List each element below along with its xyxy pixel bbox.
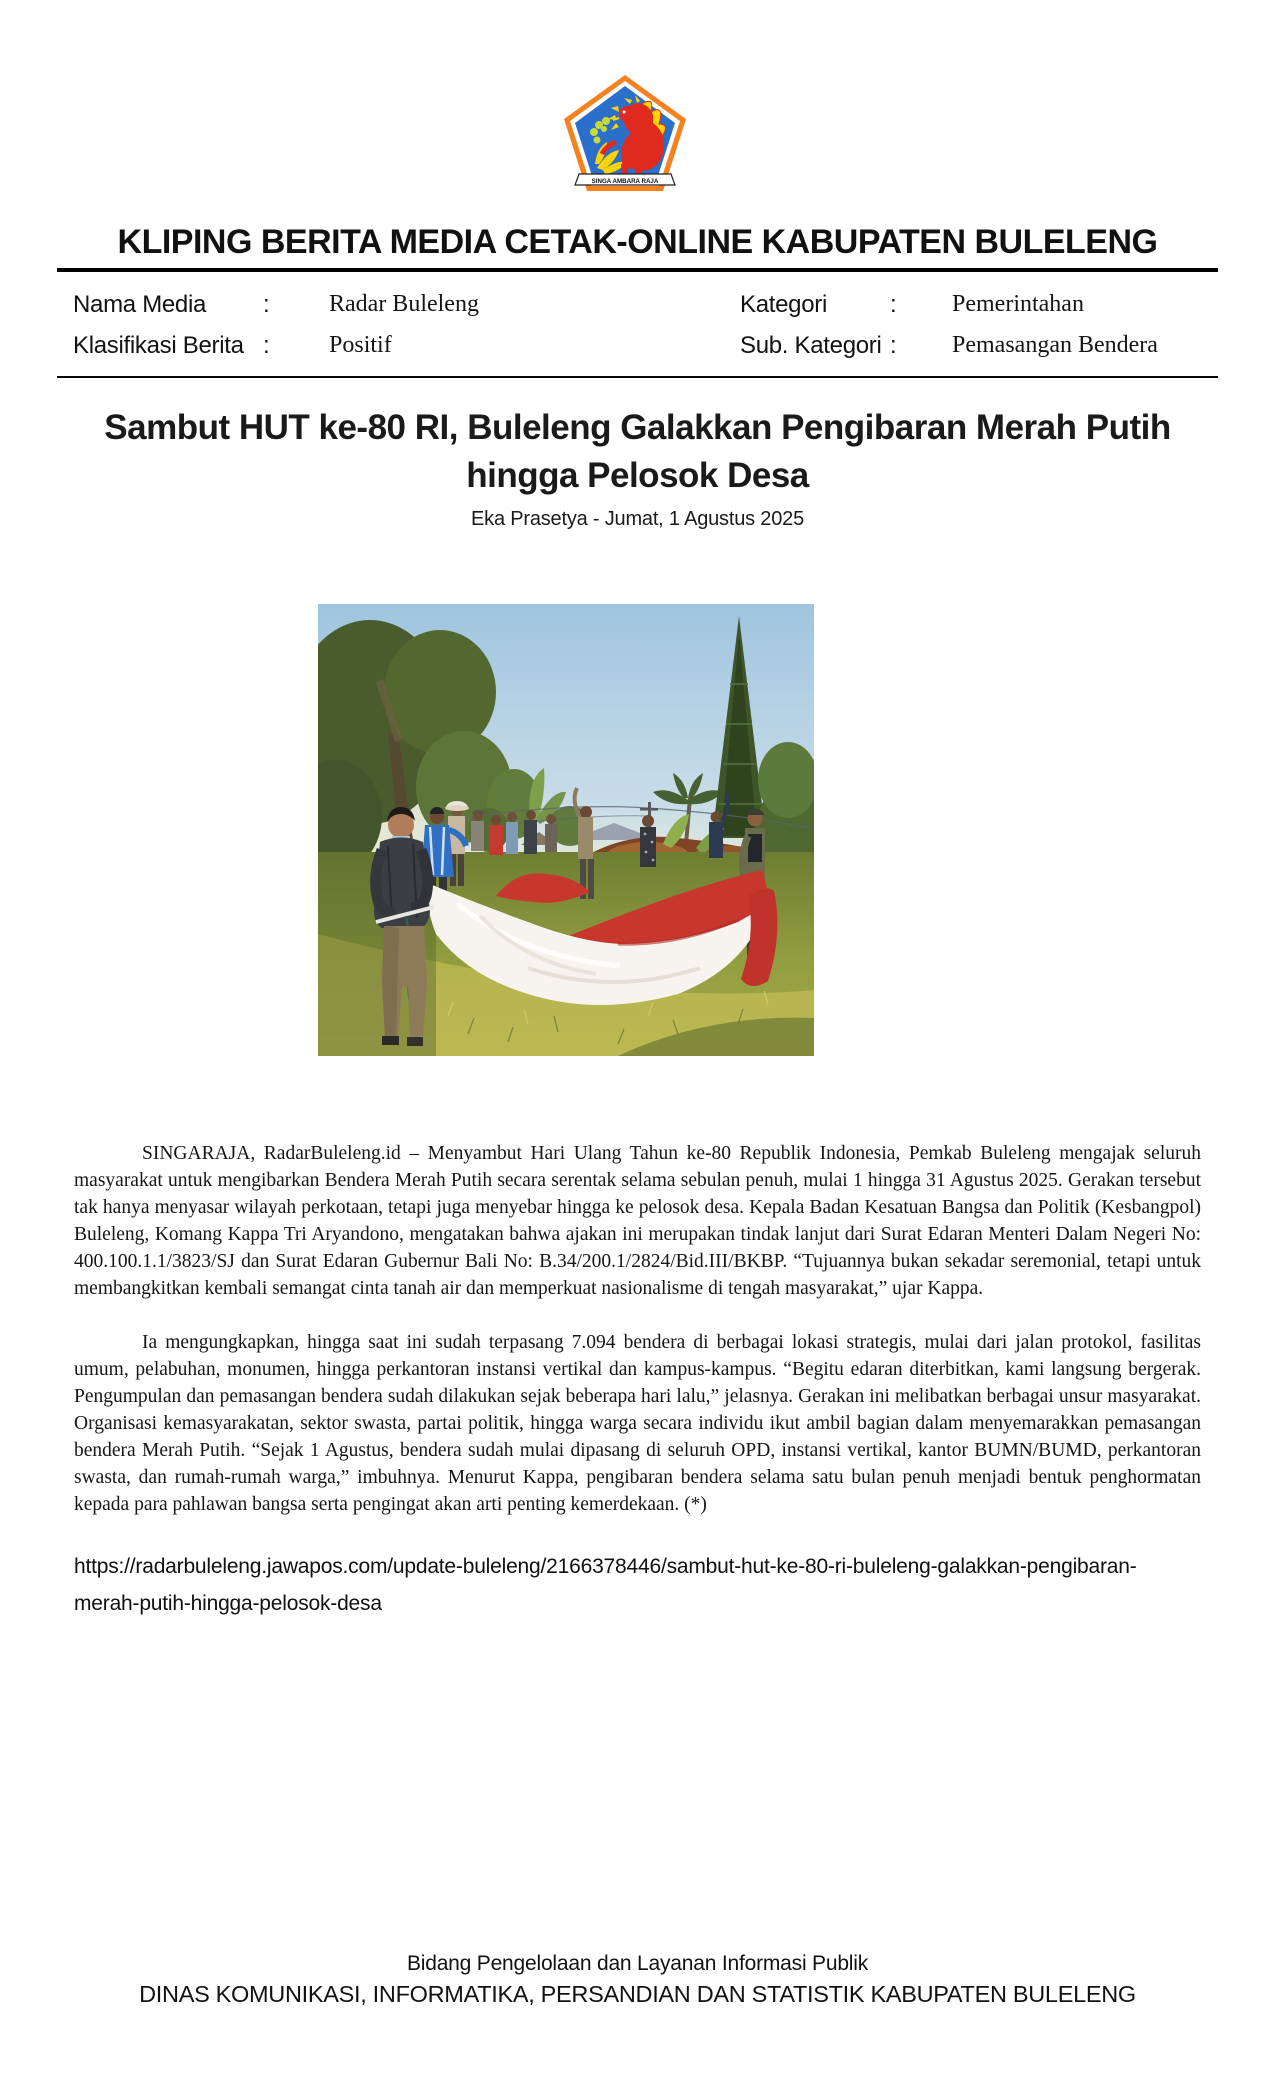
footer-agency-line: DINAS KOMUNIKASI, INFORMATIKA, PERSANDIAN DAN STATISTIK KABUPATEN BULELENG	[139, 1981, 1136, 2007]
colon-separator: :	[890, 331, 897, 359]
meta-value-kategori: Pemerintahan	[952, 291, 1084, 317]
document-footer	[0, 1952, 1275, 2008]
meta-label-nama-media: Nama Media	[73, 290, 207, 318]
meta-row-2	[57, 325, 1218, 366]
article-paragraph-2: Ia mengungkapkan, hingga saat ini sudah terpasang 7.094 bendera di berbagai lokasi strategis, mulai dari jalan protokol, fasilitas umum, pelabuhan, monumen, hingga perkantoran instansi vertikal dan kampus-kampus. “Begitu edaran diterbitkan, kami langsung bergerak. Pengumpulan dan pemasangan bendera sudah dilakukan sejak beberapa hari lalu,” jelasnya. Gerakan ini melibatkan berbagai unsur masyarakat. Organisasi kemasyarakatan, sektor swasta, partai politik, hingga warga secara individu ikut ambil bagian dalam menyemarakkan pemasangan bendera Merah Putih. “Sejak 1 Agustus, bendera sudah mulai dipasang di seluruh OPD, instansi vertikal, kantor BUMN/BUMD, perkantoran swasta, dan rumah-rumah warga,” imbuhnya. Menurut Kappa, pengibaran bendera selama satu bulan penuh menjadi bentuk penghormatan kepada para pahlawan bangsa serta pengingat akan arti penting kemerdekaan. (*)	[74, 1332, 1201, 1515]
article-byline: Eka Prasetya - Jumat, 1 Agustus 2025	[471, 508, 804, 530]
footer-division-line: Bidang Pengelolaan dan Layanan Informasi Publik	[406, 1952, 869, 1975]
article-body	[74, 1140, 1201, 1622]
buleleng-crest-logo	[553, 72, 697, 197]
meta-value-nama-media: Radar Buleleng	[329, 291, 479, 317]
article-header	[0, 404, 1275, 531]
meta-value-klasifikasi: Positif	[329, 332, 392, 358]
meta-label-sub-kategori: Sub. Kategori	[740, 331, 882, 359]
meta-row-1	[57, 284, 1218, 325]
meta-value-sub-kategori: Pemasangan Bendera	[952, 332, 1158, 358]
colon-separator: :	[263, 331, 270, 359]
colon-separator: :	[263, 290, 270, 318]
article-title-line1: Sambut HUT ke-80 RI, Buleleng Galakkan Pengibaran Merah Putih	[104, 408, 1171, 447]
article-paragraph-1: SINGARAJA, RadarBuleleng.id – Menyambut Hari Ulang Tahun ke-80 Republik Indonesia, Pemkab Buleleng mengajak seluruh masyarakat untuk mengibarkan Bendera Merah Putih secara serentak selama sebulan penuh, mulai 1 hingga 31 Agustus 2025. Gerakan tersebut tak hanya menyasar wilayah perkotaan, tetapi juga menyebar hingga ke pelosok desa. Kepala Badan Kesatuan Bangsa dan Politik (Kesbangpol) Buleleng, Komang Kappa Tri Aryandono, mengatakan bahwa ajakan ini merupakan tindak lanjut dari Surat Edaran Menteri Dalam Negeri No: 400.100.1.1/3823/SJ dan Surat Edaran Gubernur Bali No: B.34/200.1/2824/Bid.III/BKBP. “Tujuannya bukan sekadar seremonial, tetapi untuk membangkitkan kembali semangat cinta tanah air dan memperkuat nasionalisme di tengah masyarakat,” ujar Kappa.	[74, 1143, 1201, 1299]
article-source-url-link[interactable]: https://radarbuleleng.jawapos.com/update-buleleng/2166378446/sambut-hut-ke-80-ri-buleleng-galakkan-pengibaran-merah-putih-hingga-pelosok-desa	[74, 1555, 1137, 1615]
logo-banner-text: SINGA AMBARA RAJA	[591, 178, 659, 185]
meta-label-klasifikasi: Klasifikasi Berita	[73, 331, 244, 359]
article-photo	[318, 604, 814, 1056]
colon-separator: :	[890, 290, 897, 318]
document-title: KLIPING BERITA MEDIA CETAK-ONLINE KABUPATEN BULELENG	[117, 223, 1158, 261]
pentagon-crest-icon	[553, 72, 697, 197]
article-title-line2: hingga Pelosok Desa	[466, 456, 809, 495]
flag-raising-photo-illustration	[318, 604, 814, 1056]
meta-table	[57, 268, 1218, 378]
meta-label-kategori: Kategori	[740, 290, 827, 318]
